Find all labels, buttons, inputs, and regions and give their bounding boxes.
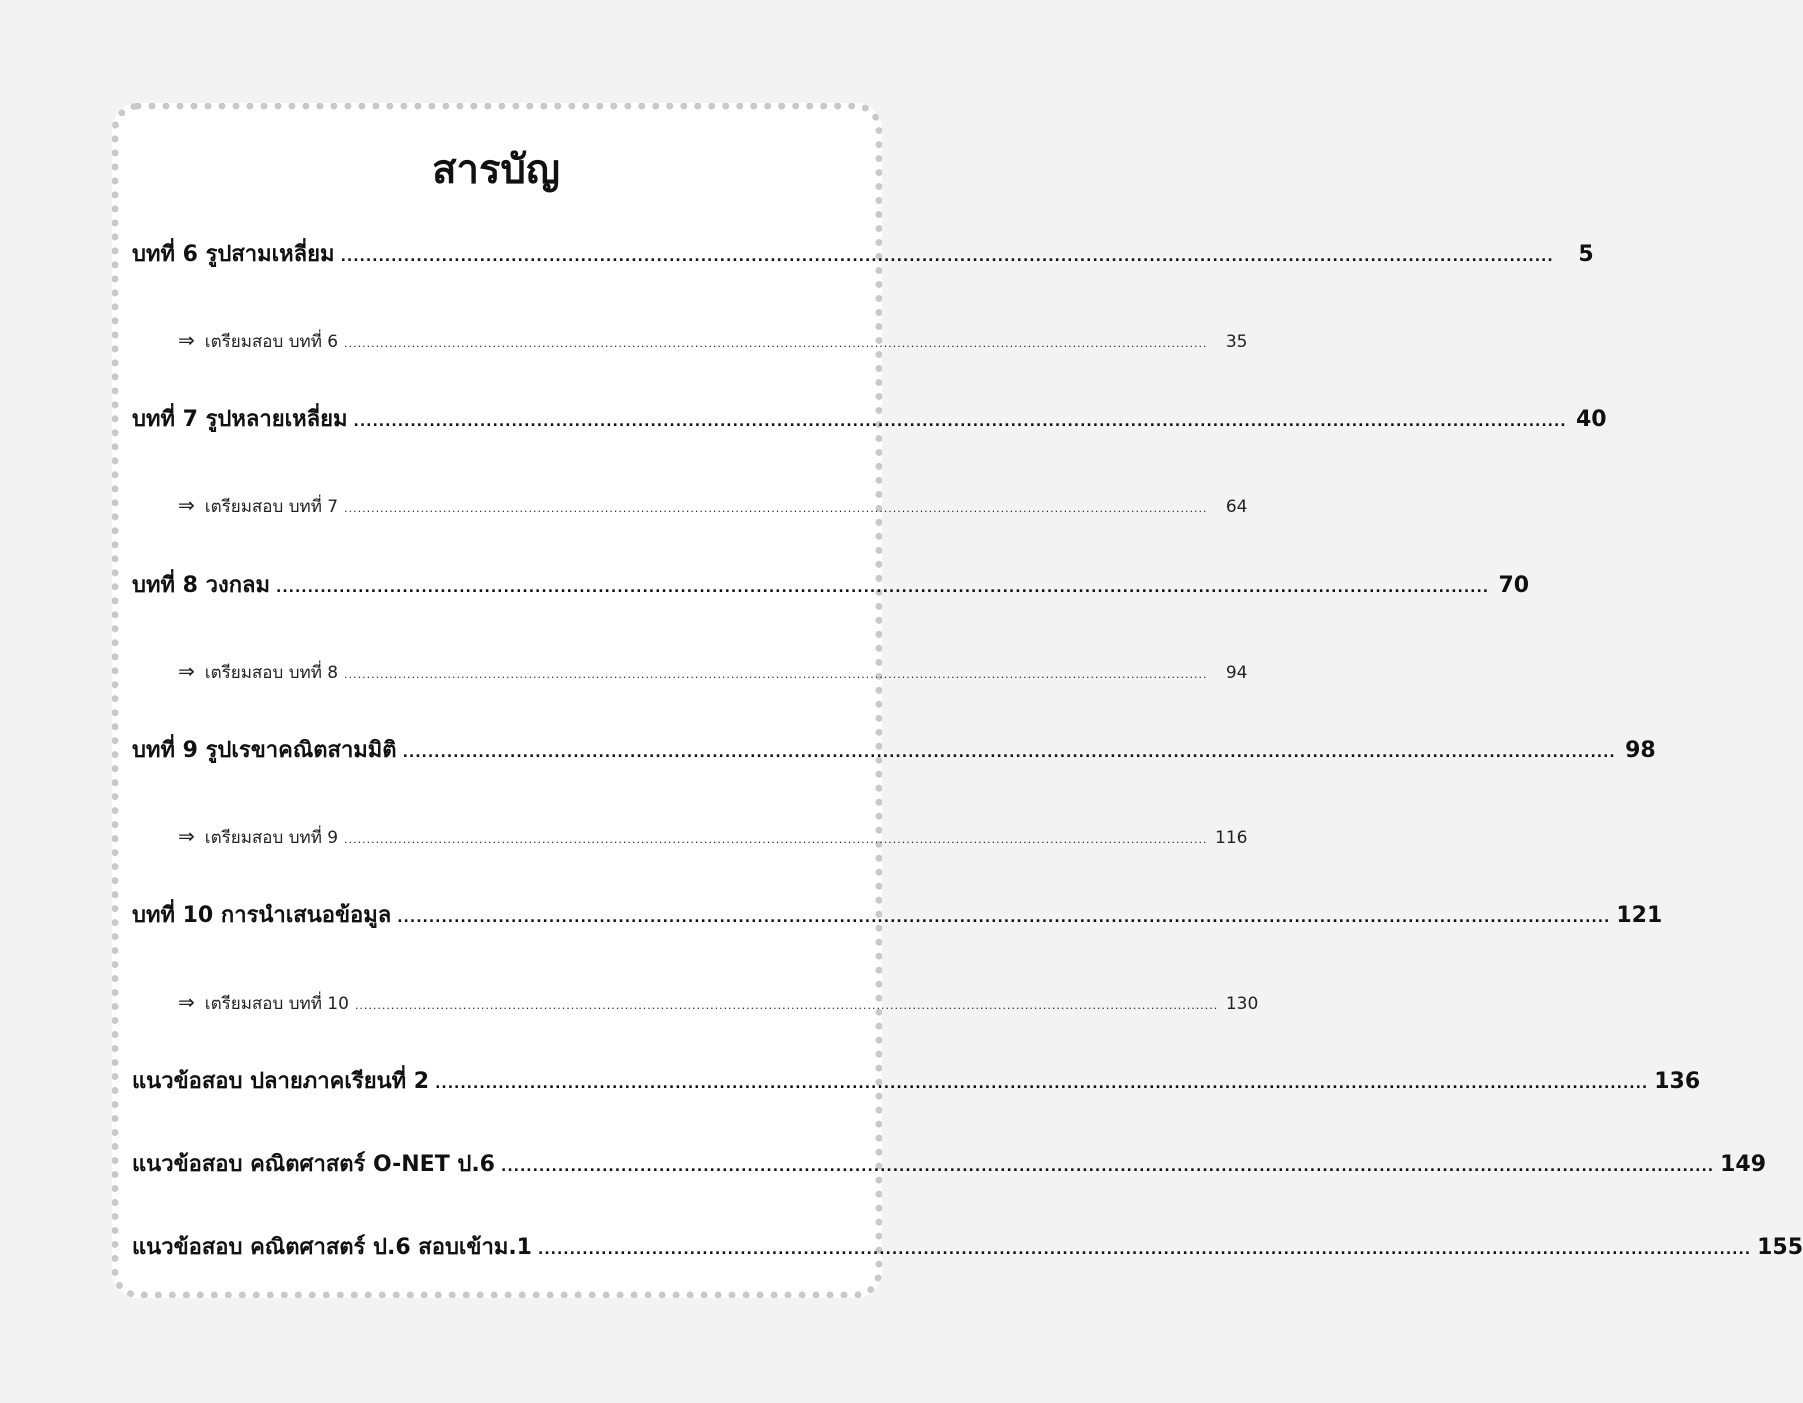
toc-page-number: 40 — [1576, 407, 1607, 432]
toc-entry-label: แนวข้อสอบ คณิตศาสตร์ ป.6 สอบเข้าม.1 — [132, 1235, 532, 1260]
toc-page-number: 35 — [1225, 332, 1248, 352]
toc-entry-label: เตรียมสอบ บทที่ 6 — [204, 332, 339, 352]
toc-page-number: 155 — [1757, 1235, 1803, 1260]
right-double-arrow-icon: ⇒ — [178, 493, 195, 517]
dot-leader: ................................................................................................................................................................................................ — [435, 1076, 1649, 1092]
toc-entry-practice-8[interactable] — [178, 651, 1248, 691]
dot-leader: ................................................................................................................................................................................................ — [344, 337, 1208, 350]
toc-page-number: 130 — [1225, 994, 1259, 1014]
toc-page-number: 98 — [1625, 738, 1656, 763]
toc-entry-practice-6[interactable] — [178, 320, 1248, 360]
toc-entry-chapter-8[interactable] — [132, 566, 1530, 606]
right-double-arrow-icon: ⇒ — [178, 824, 195, 848]
toc-page-number: 121 — [1616, 903, 1663, 928]
toc-entry-label: เตรียมสอบ บทที่ 7 — [204, 497, 339, 517]
toc-entry-label: บทที่ 7 รูปหลายเหลี่ยม — [132, 407, 348, 432]
toc-entry-label: บทที่ 10 การนำเสนอข้อมูล — [132, 903, 392, 928]
toc-entry-chapter-10[interactable] — [132, 896, 1663, 936]
toc-entry-label: เตรียมสอบ บทที่ 9 — [204, 828, 339, 848]
toc-entry-label: บทที่ 8 วงกลม — [132, 573, 270, 598]
toc-entry-label: แนวข้อสอบ ปลายภาคเรียนที่ 2 — [132, 1069, 430, 1094]
toc-entry-practice-9[interactable] — [178, 816, 1248, 856]
toc-entry-chapter-7[interactable] — [132, 400, 1607, 440]
toc-entry-label: เตรียมสอบ บทที่ 8 — [204, 663, 339, 683]
toc-page-number: 136 — [1654, 1069, 1701, 1094]
toc-entry-label: เตรียมสอบ บทที่ 10 — [204, 994, 349, 1014]
right-double-arrow-icon: ⇒ — [178, 990, 195, 1014]
toc-page-number: 5 — [1578, 242, 1594, 267]
right-double-arrow-icon: ⇒ — [178, 328, 195, 352]
dot-leader: ................................................................................................................................................................................................ — [501, 1159, 1715, 1175]
toc-page-number: 116 — [1215, 828, 1248, 848]
page-title: สารบัญ — [432, 147, 560, 193]
dot-leader: ................................................................................................................................................................................................ — [276, 580, 1490, 596]
dot-leader: ................................................................................................................................................................................................ — [538, 1242, 1752, 1258]
toc-page-number: 64 — [1225, 497, 1248, 517]
toc-page-number: 94 — [1225, 663, 1248, 683]
dot-leader: ................................................................................................................................................................................................ — [397, 910, 1611, 926]
dot-leader: ................................................................................................................................................................................................ — [344, 668, 1208, 681]
toc-entry-label: บทที่ 9 รูปเรขาคณิตสามมิติ — [132, 738, 397, 763]
right-double-arrow-icon: ⇒ — [178, 659, 195, 683]
toc-entry-practice-10[interactable] — [178, 982, 1259, 1022]
dot-leader: ................................................................................................................................................................................................ — [344, 502, 1208, 515]
dot-leader: ................................................................................................................................................................................................ — [344, 833, 1208, 846]
toc-entry-practice-7[interactable] — [178, 485, 1248, 525]
dot-leader: ................................................................................................................................................................................................ — [354, 999, 1219, 1012]
toc-entry-chapter-9[interactable] — [132, 731, 1656, 771]
toc-entry-final-exam[interactable] — [132, 1062, 1701, 1102]
dot-leader: ................................................................................................................................................................................................ — [402, 745, 1616, 761]
toc-entry-entrance-exam[interactable] — [132, 1228, 1803, 1268]
toc-entry-onet-exam[interactable] — [132, 1145, 1767, 1185]
toc-page-number: 70 — [1498, 573, 1530, 598]
toc-entry-label: บทที่ 6 รูปสามเหลี่ยม — [132, 242, 335, 267]
toc-page-number: 149 — [1720, 1152, 1767, 1177]
toc-entry-label: แนวข้อสอบ คณิตศาสตร์ O-NET ป.6 — [132, 1152, 495, 1177]
toc-entry-chapter-6[interactable] — [132, 235, 1594, 275]
dot-leader: ................................................................................................................................................................................................ — [340, 249, 1554, 265]
toc-frame — [112, 103, 882, 1298]
dot-leader: ................................................................................................................................................................................................ — [353, 414, 1567, 430]
